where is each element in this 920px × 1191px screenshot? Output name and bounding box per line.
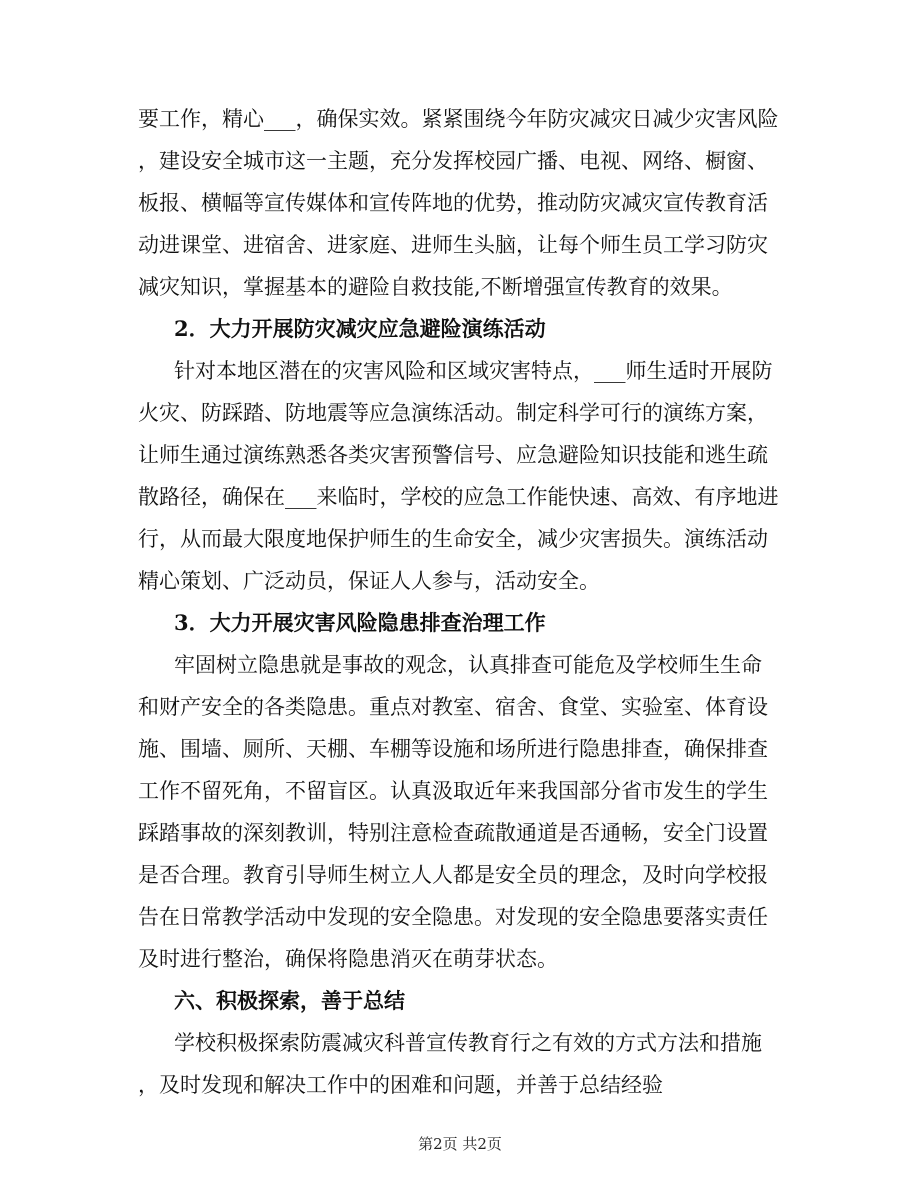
section-heading: 六、积极探索，善于总结 <box>174 988 405 1013</box>
body-text-line: 板报、横幅等宣传媒体和宣传阵地的优势，推动防灾减灾宣传教育活 <box>138 191 768 215</box>
body-text-line: 要工作，精心___，确保实效。紧紧围绕今年防灾减灾日减少灾害风险 <box>138 107 779 131</box>
body-text-line: 动进课堂、进宿舍、进家庭、进师生头脑，让每个师生员工学习防灾 <box>138 233 768 257</box>
body-text-line: 踩踏事故的深刻教训，特别注意检查疏散通道是否通畅，安全门设置 <box>138 821 768 845</box>
body-text-line: 精心策划、广泛动员，保证人人参与，活动安全。 <box>138 569 600 593</box>
section-heading: 3．大力开展灾害风险隐患排查治理工作 <box>174 610 546 635</box>
body-text-line: 和财产安全的各类隐患。重点对教室、宿舍、食堂、实验室、体育设 <box>138 695 768 719</box>
body-text-line: 针对本地区潜在的灾害风险和区域灾害特点，___师生适时开展防 <box>174 359 773 383</box>
body-text-line: 告在日常教学活动中发现的安全隐患。对发现的安全隐患要落实责任 <box>138 905 768 929</box>
section-heading: 2．大力开展防灾减灾应急避险演练活动 <box>174 316 546 341</box>
page-number-footer: 第2页 共2页 <box>418 1135 502 1153</box>
body-text-line: 火灾、防踩踏、防地震等应急演练活动。制定科学可行的演练方案， <box>138 401 768 425</box>
body-text-line: 及时进行整治，确保将隐患消灭在萌芽状态。 <box>138 947 558 971</box>
body-text-line: 学校积极探索防震减灾科普宣传教育行之有效的方式方法和措施 <box>174 1031 762 1055</box>
body-text-line: 牢固树立隐患就是事故的观念，认真排查可能危及学校师生生命 <box>174 653 762 677</box>
body-text-line: ，建设安全城市这一主题，充分发挥校园广播、电视、网络、橱窗、 <box>138 149 768 173</box>
body-text-line: 施、围墙、厕所、天棚、车棚等设施和场所进行隐患排查，确保排查 <box>138 737 768 761</box>
body-text-line: 减灾知识，掌握基本的避险自救技能,不断增强宣传教育的效果。 <box>138 275 733 299</box>
body-text-line: 是否合理。教育引导师生树立人人都是安全员的理念，及时向学校报 <box>138 863 768 887</box>
body-text-line: 行，从而最大限度地保护师生的生命安全，减少灾害损失。演练活动 <box>138 527 768 551</box>
body-text-line: 让师生通过演练熟悉各类灾害预警信号、应急避险知识技能和逃生疏 <box>138 443 768 467</box>
body-text-line: 工作不留死角，不留盲区。认真汲取近年来我国部分省市发生的学生 <box>138 779 768 803</box>
body-text-line: 散路径，确保在___来临时，学校的应急工作能快速、高效、有序地进 <box>138 485 779 509</box>
body-text-line: ，及时发现和解决工作中的困难和问题，并善于总结经验 <box>138 1073 663 1097</box>
